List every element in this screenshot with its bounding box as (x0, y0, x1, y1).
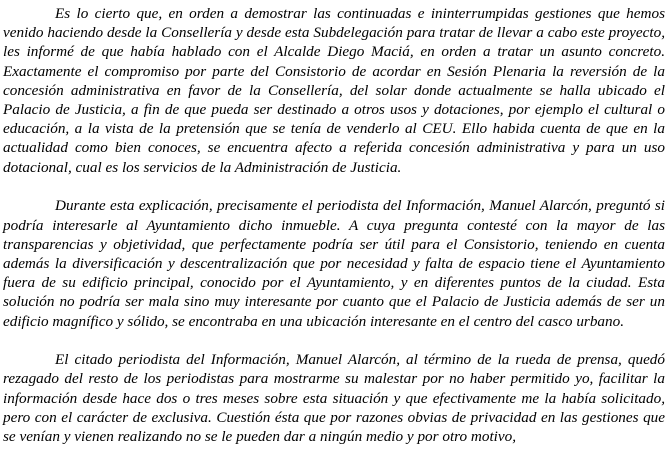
paragraph-periodista: El citado periodista del Información, Manuel Alarcón, al término de la rueda de prensa, quedó rezagado del resto de los periodistas para mostrarme su malestar por no haber permitido yo, facilitar la información desde hace dos o tres meses sobre esta situación y que efectivamente me la había solicitado, pero con el carácter de exclusiva. Cuestión ésta que por razones obvias de privacidad en las gestiones que se venían y vienen realizando no se le pueden dar a ningún medio y por otro motivo, (3, 351, 665, 446)
paragraph-explicacion: Durante esta explicación, precisamente el periodista del Información, Manuel Alarcón, preguntó si podría interesarle al Ayuntamiento dicho inmueble. A cuya pregunta contesté con la mayor de las transparencias y objetividad, que perfectamente podría ser útil para el Consistorio, teniendo en cuenta además la diversificación y descentralización que por necesidad y falta de espacio tiene el Ayuntamiento fuera de su edificio principal, conocido por el Ayuntamiento, y en diferentes puntos de la ciudad. Esta solución no podría ser mala sino muy interesante por cuanto que el Palacio de Justicia además de ser un edificio magnífico y sólido, se encontraba en una ubicación interesante en el centro del casco urbano. (3, 197, 665, 330)
paragraph-gestiones: Es lo cierto que, en orden a demostrar las continuadas e ininterrumpidas gestiones que hemos venido haciendo desde la Consellería y desde esta Subdelegación para tratar de llevar a cabo este proyecto, les informé de que había hablado con el Alcalde Diego Maciá, en orden a tratar un asunto concreto. Exactamente el compromiso por parte del Consistorio de acordar en Sesión Plenaria la reversión de la concesión administrativa en favor de la Consellería, del solar donde actualmente se halla ubicado el Palacio de Justicia, a fin de que pueda ser destinado a otros usos y dotaciones, por ejemplo el cultural o educación, a la vista de la pretensión que se tenía de venderlo al CEU. Ello habida cuenta de que en la actualidad como bien conoces, se encuentra afecto a referida concesión administrativa y para un uso dotacional, cual es los servicios de la Administración de Justicia. (3, 5, 665, 176)
paragraph-spacer (3, 331, 665, 351)
paragraph-spacer (3, 177, 665, 197)
document-page (3, 4, 665, 446)
